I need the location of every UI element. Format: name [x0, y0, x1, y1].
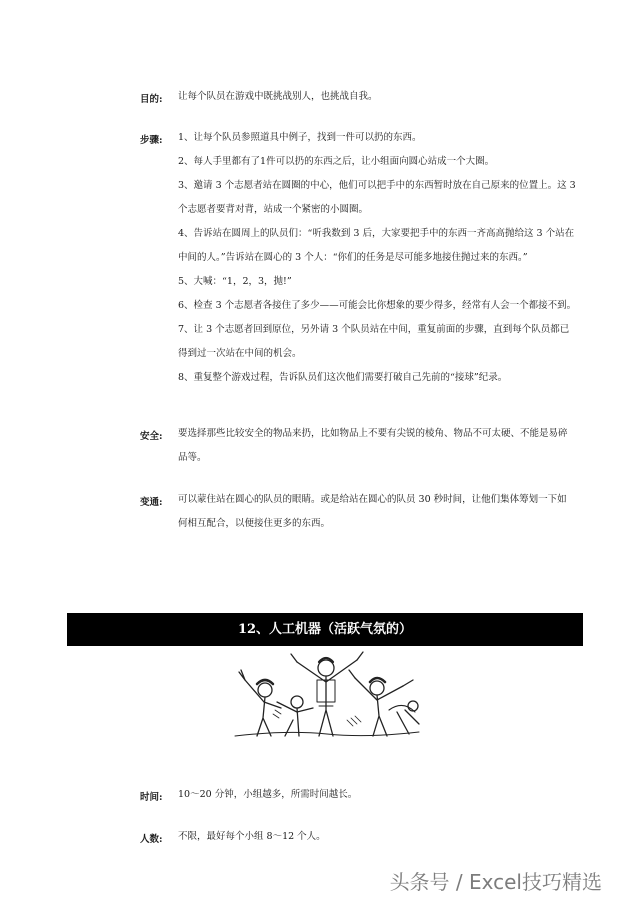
people-line: 不限，最好每个小组 8～12 个人。 — [178, 831, 326, 842]
safety-label: 安全: — [140, 431, 163, 442]
step-line: 个志愿者要背对背，站成一个紧密的小圆圈。 — [178, 204, 369, 215]
step-line: 2、每人手里都有了1件可以扔的东西之后，让小组面向圆心站成一个大圈。 — [178, 156, 495, 167]
step-line: 8、重复整个游戏过程，告诉队员们这次他们需要打破自己先前的“接球”纪录。 — [178, 372, 508, 383]
people-text — [178, 825, 578, 849]
safety-line: 要选择那些比较安全的物品来扔，比如物品上不要有尖锐的棱角、物品不可太硬、不能是易碎 — [178, 428, 568, 439]
game-title-banner: 12、人工机器（活跃气氛的） — [67, 613, 583, 646]
variation-text — [178, 488, 578, 536]
people-label: 人数: — [140, 834, 163, 845]
watermark-text: 头条号 / Excel技巧精选 — [389, 870, 602, 894]
purpose-line: 让每个队员在游戏中既挑战别人，也挑战自我。 — [178, 91, 378, 102]
step-line: 5、大喊：“1，2，3，抛!” — [178, 276, 292, 287]
step-line: 6、检查 3 个志愿者各接住了多少——可能会比你想象的要少得多，经常有人会一个都接不到。 — [178, 300, 577, 311]
people-illustration — [227, 650, 425, 742]
step-line: 7、让 3 个志愿者回到原位，另外请 3 个队员站在中间，重复前面的步骤，直到每个队员都已 — [178, 324, 570, 335]
step-line: 得到过一次站在中间的机会。 — [178, 348, 302, 359]
safety-line: 品等。 — [178, 452, 207, 463]
purpose-text — [178, 85, 578, 109]
step-line: 4、告诉站在圆周上的队员们：“听我数到 3 后，大家要把手中的东西一齐高高抛给这 3 个站在 — [178, 228, 575, 239]
safety-text — [178, 422, 578, 470]
purpose-label: 目的: — [140, 94, 163, 105]
step-line: 1、让每个队员参照道具中例子，找到一件可以扔的东西。 — [178, 132, 422, 143]
step-line: 中间的人。”告诉站在圆心的 3 个人：“你们的任务是尽可能多地接住抛过来的东西。” — [178, 252, 528, 263]
time-line: 10～20 分钟，小组越多，所需时间越长。 — [178, 789, 358, 800]
step-line: 3、邀请 3 个志愿者站在圆圈的中心，他们可以把手中的东西暂时放在自己原来的位置上。这 3 — [178, 180, 576, 191]
steps-label: 步骤: — [140, 135, 163, 146]
time-text — [178, 783, 578, 807]
variation-label: 变通: — [140, 497, 163, 508]
variation-line: 可以蒙住站在圆心的队员的眼睛。或是给站在圆心的队员 30 秒时间，让他们集体筹划一下如 — [178, 494, 567, 505]
variation-line: 何相互配合，以便接住更多的东西。 — [178, 518, 331, 529]
time-label: 时间: — [140, 792, 163, 803]
steps-list — [178, 126, 578, 390]
